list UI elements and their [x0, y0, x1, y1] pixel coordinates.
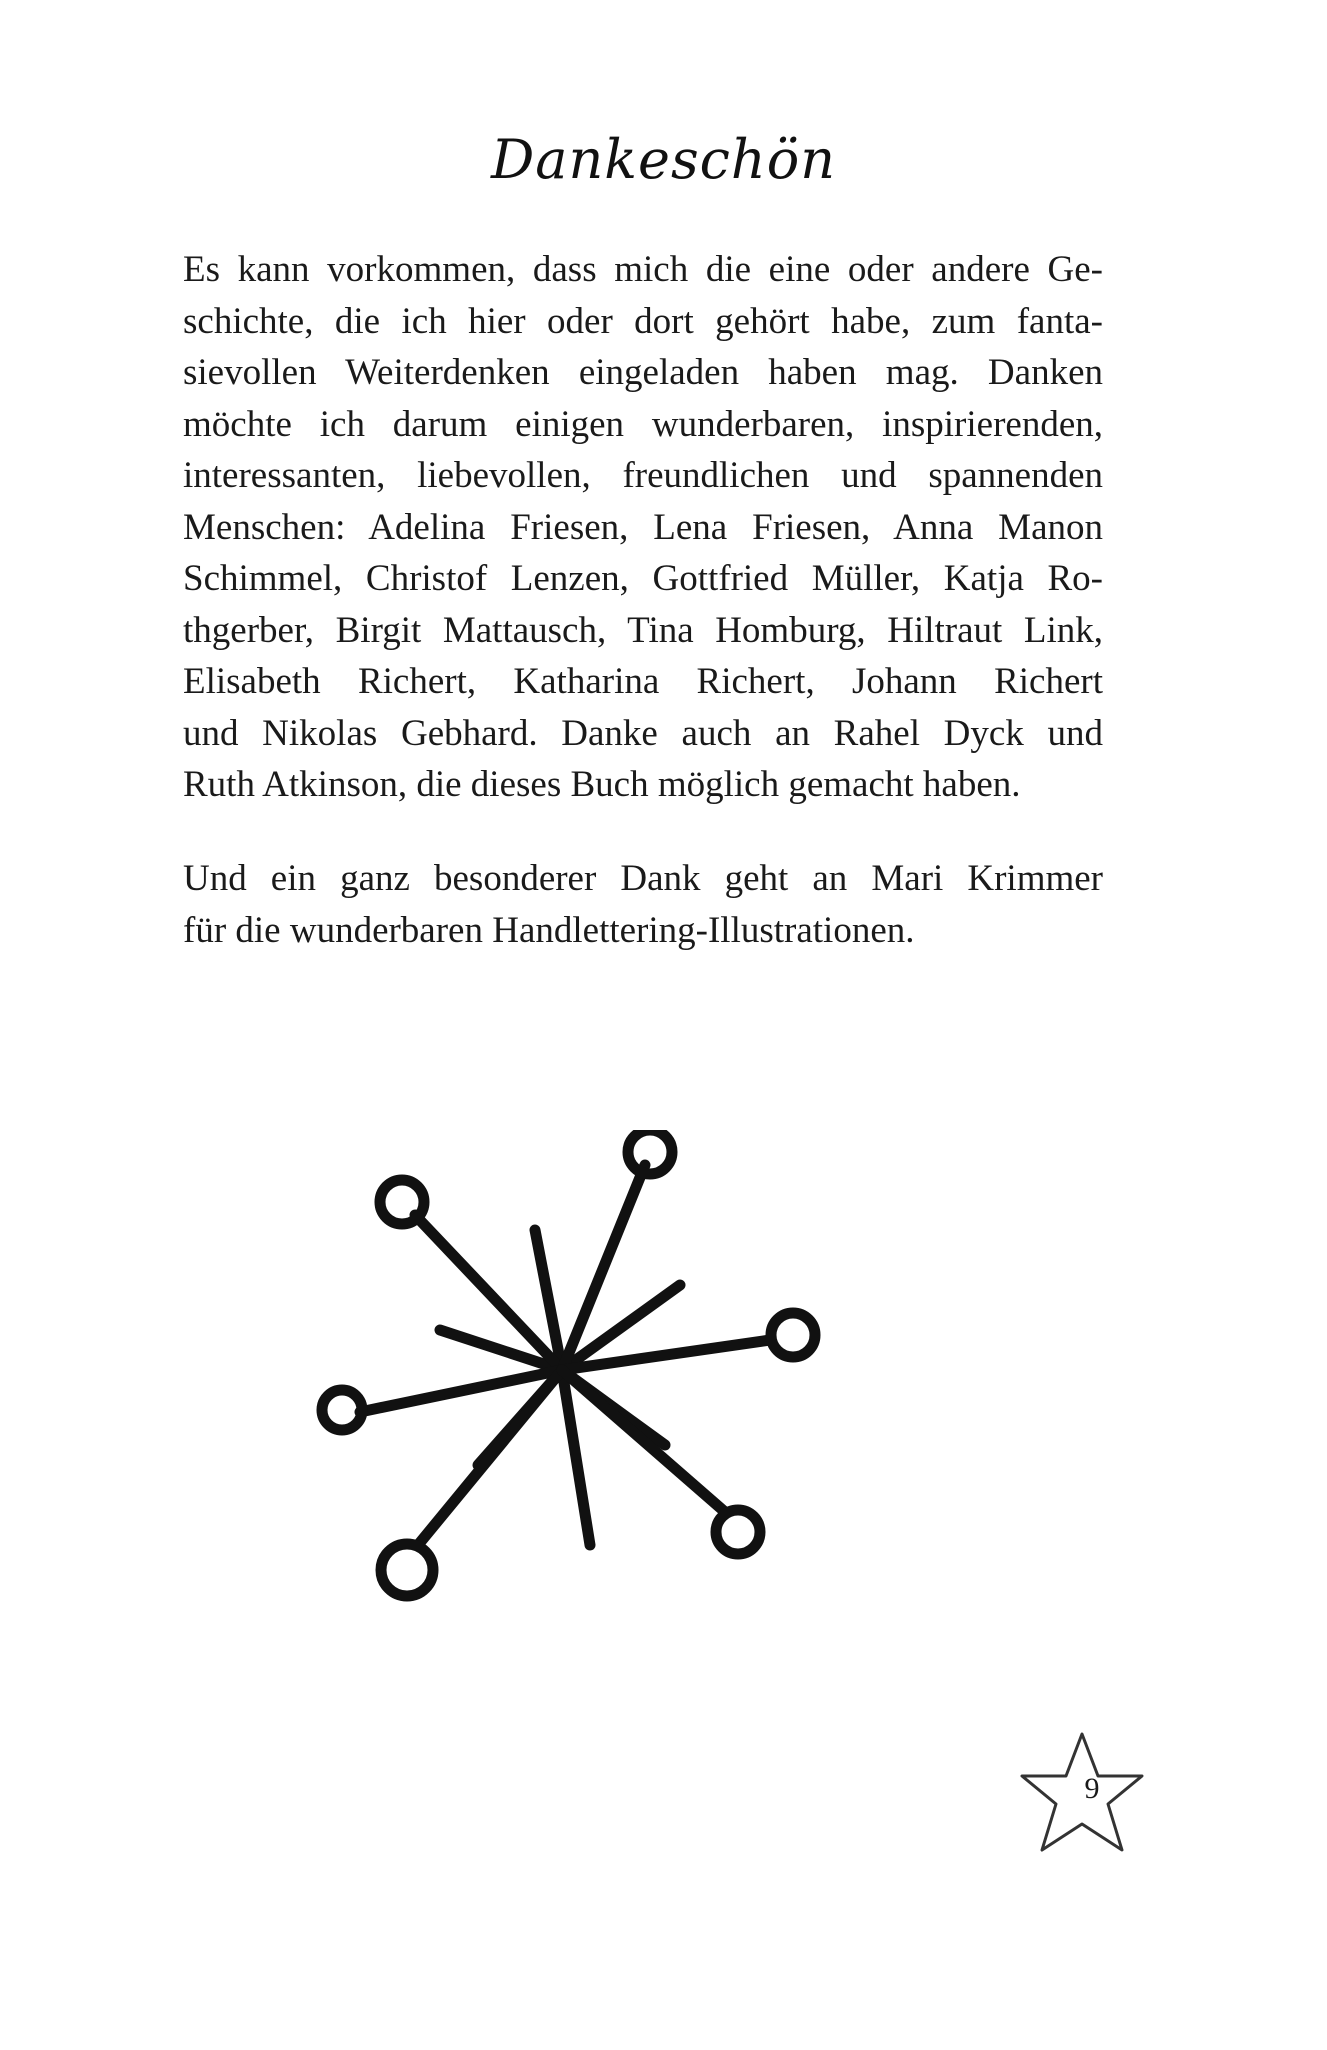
text-line: und Nikolas Gebhard. Danke auch an Rahel Dyck und [183, 712, 1103, 754]
text-line: sievollen Weiterdenken eingeladen haben mag. Danken [183, 352, 1103, 393]
paragraph-special-thanks [183, 853, 1103, 956]
page-number: 9 [1084, 1772, 1100, 1805]
text-line: Ruth Atkinson, die dieses Buch möglich gemacht haben. [183, 764, 1021, 805]
text-line: Schimmel, Christof Lenzen, Gottfried Müller, Katja Ro- [183, 558, 1103, 599]
paragraph-thanks [183, 244, 1103, 811]
text-line: Und ein ganz besonderer Dank geht an Mari Krimmer [183, 858, 1103, 899]
text-line: thgerber, Birgit Mattausch, Tina Homburg, Hiltraut Link, [183, 609, 1103, 651]
page-title: Dankeschön [491, 128, 836, 191]
text-line: Es kann vorkommen, dass mich die eine oder andere Ge- [183, 249, 1103, 290]
text-line: Elisabeth Richert, Katharina Richert, Johann Richert [183, 661, 1103, 702]
text-line: für die wunderbaren Handlettering-Illustrationen. [183, 909, 915, 951]
text-line: interessanten, liebevollen, freundlichen und spannenden [183, 455, 1103, 496]
text-line: schichte, die ich hier oder dort gehört habe, zum fanta- [183, 300, 1103, 342]
snowflake-icon [290, 1130, 850, 1630]
text-line: Menschen: Adelina Friesen, Lena Friesen, Anna Manon [183, 506, 1103, 548]
text-line: möchte ich darum einigen wunderbaren, inspirierenden, [183, 403, 1103, 445]
